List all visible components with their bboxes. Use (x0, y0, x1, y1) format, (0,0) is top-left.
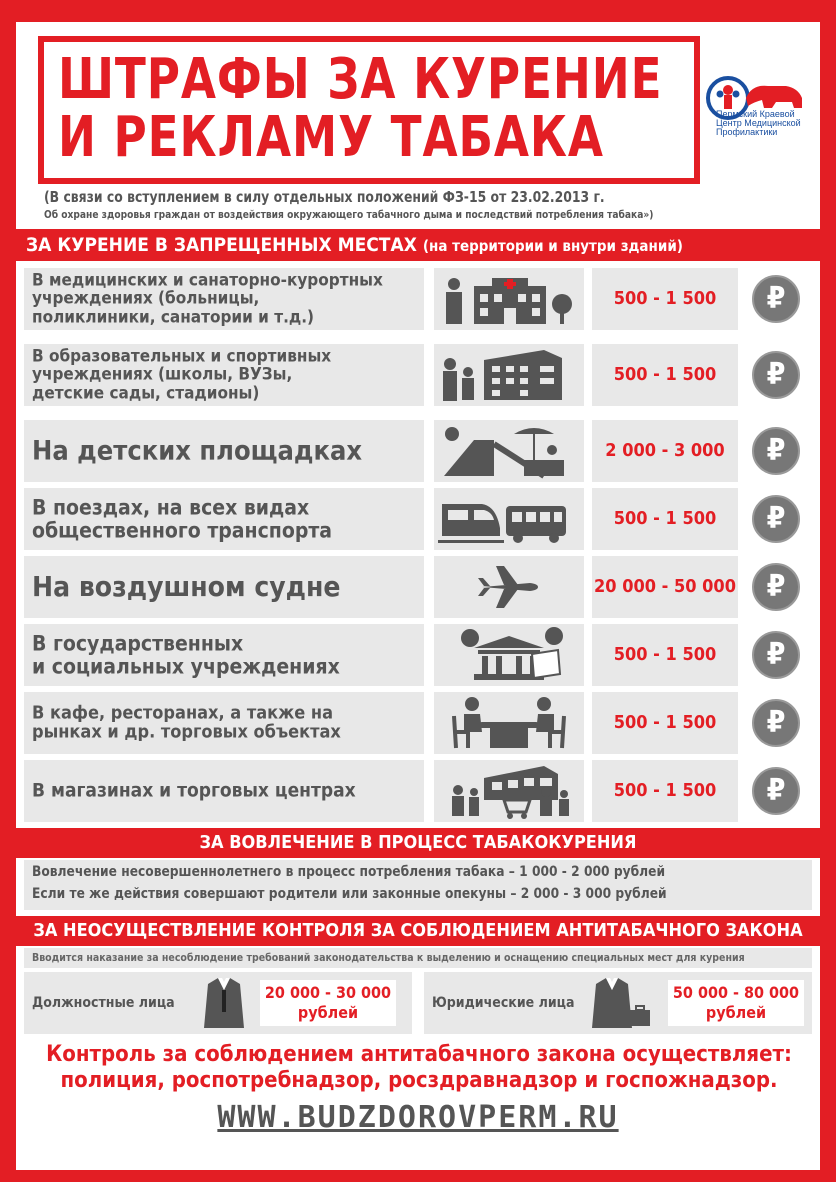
law-line-1: (В связи со вступлением в силу отдельных положений ФЗ-15 от 23.02.2013 г. (44, 188, 605, 206)
fine-place: В образовательных и спортивных учреждениях (школы, ВУЗы, детские сады, стадионы) (32, 346, 332, 404)
fine-row (24, 420, 814, 482)
officials-unit: рублей (297, 1003, 359, 1022)
fine-amount: 2 000 - 3 000 (592, 420, 738, 482)
section-smoking-header (16, 229, 820, 261)
ruble-icon: ₽ (752, 631, 800, 679)
ruble-icon: ₽ (752, 699, 800, 747)
section-control-header: ЗА НЕОСУЩЕСТВЛЕНИЕ КОНТРОЛЯ ЗА СОБЛЮДЕНИЕМ АНТИТАБАЧНОГО ЗАКОНА (16, 916, 820, 946)
fine-amount: 500 - 1 500 (592, 488, 738, 550)
fine-row (24, 344, 814, 406)
fine-place: На воздушном судне (32, 569, 341, 603)
control-authorities: Контроль за соблюдением антитабачного закона осуществляет: полиция, роспотребнадзор, росздравнадзор и госпожнадзор. (46, 1042, 792, 1093)
suit-icon (202, 976, 246, 1030)
title-line-2: И РЕКЛАМУ ТАБАКА (58, 105, 604, 170)
fine-place: В магазинах и торговых центрах (32, 779, 356, 802)
legal-fine (668, 980, 804, 1026)
fine-row (24, 268, 814, 330)
government-icon (434, 624, 584, 686)
playground-icon (434, 420, 584, 482)
control-note: Вводится наказание за несоблюдение требований законодательства к выделению и оснащению специальных мест для курения (24, 948, 812, 968)
section-smoking-note: (на территории и внутри зданий) (422, 237, 683, 255)
poster-inner (16, 22, 820, 1170)
involvement-panel (24, 860, 812, 910)
hospital-icon (434, 268, 584, 330)
fine-amount: 500 - 1 500 (592, 692, 738, 754)
involvement-line-2: Если те же действия совершают родители или законные опекуны – 2 000 - 3 000 рублей (32, 886, 667, 902)
cafe-icon (434, 692, 584, 754)
officials-fine (260, 980, 396, 1026)
legal-label: Юридические лица (432, 995, 575, 1011)
fine-place: В поездах, на всех видах общественного транспорта (32, 495, 333, 542)
legal-amount: 50 000 - 80 000 (672, 983, 800, 1002)
fine-amount: 500 - 1 500 (592, 268, 738, 330)
ruble-icon: ₽ (752, 495, 800, 543)
ruble-icon: ₽ (752, 767, 800, 815)
fine-amount: 500 - 1 500 (592, 760, 738, 822)
officials-label: Должностные лица (32, 995, 175, 1011)
fine-row (24, 624, 814, 686)
fine-row (24, 760, 814, 822)
section-involvement-header: ЗА ВОВЛЕЧЕНИЕ В ПРОЦЕСС ТАБАКОКУРЕНИЯ (16, 828, 820, 858)
website-link[interactable]: WWW.BUDZDOROVPERM.RU (217, 1100, 619, 1135)
involvement-line-1: Вовлечение несовершеннолетнего в процесс потребления табака – 1 000 - 2 000 рублей (32, 864, 666, 880)
legal-panel (424, 972, 812, 1034)
fine-place: В государственных и социальных учреждениях (32, 631, 340, 678)
shop-icon (434, 760, 584, 822)
ruble-icon: ₽ (752, 351, 800, 399)
law-line-2: Об охране здоровья граждан от воздействия окружающего табачного дыма и последствий потребления табака») (44, 208, 654, 221)
fine-row (24, 556, 814, 618)
title-line-1: ШТРАФЫ ЗА КУРЕНИЕ (58, 47, 663, 112)
legal-unit: рублей (705, 1003, 767, 1022)
fine-row (24, 488, 814, 550)
school-icon (434, 344, 584, 406)
fine-amount: 500 - 1 500 (592, 344, 738, 406)
fine-place: В медицинских и санаторно-курортных учреждениях (больницы, поликлиники, санатории и т.д.) (32, 270, 383, 328)
airplane-icon (434, 556, 584, 618)
businessman-icon (592, 976, 652, 1030)
officials-panel (24, 972, 412, 1034)
section-smoking-title: ЗА КУРЕНИЕ В ЗАПРЕЩЕННЫХ МЕСТАХ (26, 234, 417, 256)
transport-icon (434, 488, 584, 550)
fine-row (24, 692, 814, 754)
officials-amount: 20 000 - 30 000 (264, 983, 392, 1002)
fine-amount: 500 - 1 500 (592, 624, 738, 686)
fine-place: На детских площадках (32, 435, 363, 467)
title-box (38, 36, 700, 184)
logo-text: Пермский Краевой Центр Медицинской Профилактики (716, 109, 801, 137)
fine-amount: 20 000 - 50 000 (592, 556, 738, 618)
ruble-icon: ₽ (752, 563, 800, 611)
fine-place: В кафе, ресторанах, а также на рынках и др. торговых объектах (32, 702, 341, 743)
ruble-icon: ₽ (752, 275, 800, 323)
ruble-icon: ₽ (752, 427, 800, 475)
